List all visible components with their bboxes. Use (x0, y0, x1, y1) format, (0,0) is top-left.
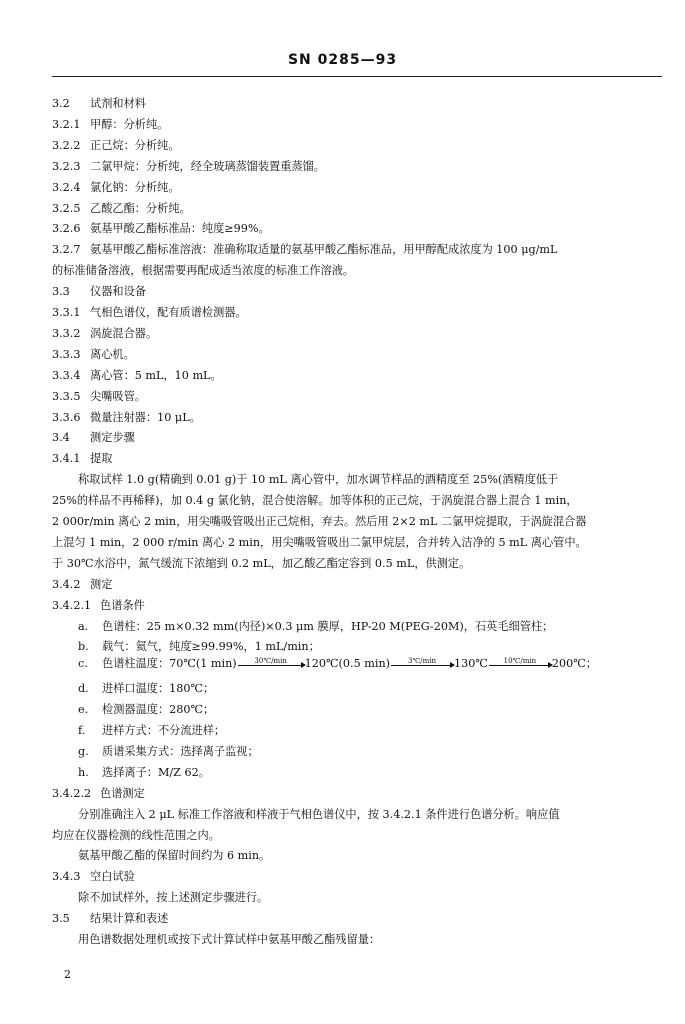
text-line (52, 96, 662, 111)
text-line (52, 138, 662, 153)
line-text: 空白试验 (90, 870, 135, 884)
section-number: 3.2 (52, 97, 70, 110)
text-line (52, 159, 662, 174)
page-header: SN 0285—93 (287, 52, 398, 68)
section-number: 3.2.7 (52, 243, 81, 257)
line-text: 离心机。 (90, 347, 135, 361)
line-text: 氨基甲酸乙酯的保留时间约为 6 min。 (78, 849, 271, 863)
section-number: 3.3 (52, 285, 70, 299)
line-text: 除不加试样外，按上述测定步骤进行。 (78, 891, 269, 905)
text-line (78, 807, 662, 822)
section-number: 3.2.3 (52, 159, 81, 173)
list-marker: g. (78, 744, 89, 758)
text-line (52, 221, 662, 236)
line-text: 分别准确注入 2 μL 标准工作溶液和样液于气相色谱仪中，按 3.4.2.1 条件进行色谱分析。响应值 (78, 807, 560, 821)
line-text: 检测器温度：280℃； (102, 703, 215, 717)
text-line (52, 263, 662, 278)
page-number: 2 (64, 968, 71, 981)
line-text: 乙酸乙酯：分析纯。 (90, 201, 191, 215)
list-marker: d. (78, 682, 89, 696)
program-end: 200℃； (551, 657, 597, 671)
line-text: 于 30℃水浴中，氮气缓流下浓缩到 0.2 mL，加乙酸乙酯定容到 0.5 mL，供测定。 (52, 556, 471, 570)
line-text: 甲醇：分析纯。 (90, 117, 169, 131)
text-line (52, 786, 662, 801)
text-line (52, 326, 662, 341)
text-line (78, 681, 685, 696)
line-text: 氯化钠：分析纯。 (90, 180, 180, 194)
section-number: 3.4.2.2 (52, 786, 92, 800)
text-line (52, 514, 662, 529)
section-number: 3.4 (52, 431, 70, 445)
text-line (78, 619, 685, 634)
text-line (52, 117, 662, 132)
line-text: 提取 (90, 452, 113, 466)
text-line (78, 744, 685, 759)
line-text: 结果计算和表述 (90, 912, 169, 926)
program-step: 120℃(0.5 min) (304, 657, 391, 671)
line-text: 色谱条件 (100, 598, 145, 612)
section-number: 3.2.5 (52, 201, 81, 215)
line-text: 用色谱数据处理机或按下式计算试样中氨基甲酸乙酯残留量： (78, 933, 381, 946)
line-text: 氨基甲酸乙酯标准品：纯度≥99%。 (90, 222, 270, 236)
text-line (52, 201, 662, 216)
list-marker: a. (78, 619, 89, 633)
header-rule (52, 76, 662, 77)
ramp-arrow (391, 657, 453, 671)
ramp-rate-label: 10℃/min (503, 657, 537, 666)
ramp-rate-label: 30℃/min (254, 657, 287, 666)
temperature-program (102, 656, 597, 671)
section-number: 3.3.2 (52, 326, 81, 340)
text-line (52, 869, 662, 884)
line-text: 的标准储备溶液，根据需要再配成适当浓度的标准工作溶液。 (52, 264, 355, 278)
program-start: 色谱柱温度：70℃(1 min) (102, 657, 237, 671)
line-text: 氨基甲酸乙酯标准溶液：准确称取适量的氨基甲酸乙酯标准品，用甲醇配成浓度为 100 μg/mL (90, 243, 558, 257)
section-number: 3.4.2 (52, 577, 81, 591)
text-line (78, 472, 662, 487)
ramp-arrow (489, 657, 551, 671)
line-text: 25%的样品不再稀释)，加 0.4 g 氯化钠，混合使溶解。加等体积的正己烷，于涡旋混合器上混合 1 min， (52, 494, 578, 508)
text-line (52, 242, 662, 257)
text-line (52, 493, 662, 508)
list-marker: c. (78, 657, 88, 671)
text-line (52, 598, 662, 613)
line-text: 质谱采集方式：选择离子监视； (102, 744, 259, 758)
line-text: 进样口温度：180℃； (102, 682, 215, 696)
text-line (52, 180, 662, 195)
text-line (52, 556, 662, 571)
section-number: 3.5 (52, 912, 70, 926)
line-text: 载气：氦气，纯度≥99.99%，1 mL/min； (102, 640, 320, 654)
section-number: 3.3.5 (52, 389, 81, 403)
section-number: 3.3.1 (52, 306, 81, 319)
line-text: 尖嘴吸管。 (90, 389, 146, 403)
line-text: 色谱柱：25 m×0.32 mm(内径)×0.3 μm 膜厚，HP-20 M(PEG-20M)，石英毛细管柱； (102, 619, 554, 633)
section-number: 3.2.1 (52, 117, 81, 131)
text-line (52, 911, 662, 926)
ramp-rate-label: 3℃/min (408, 657, 437, 666)
text-line (52, 284, 662, 299)
text-line (52, 410, 662, 425)
list-marker: f. (78, 724, 86, 737)
section-number: 3.4.1 (52, 452, 81, 466)
section-number: 3.2.2 (52, 138, 81, 152)
list-marker: b. (78, 640, 89, 654)
line-text: 色谱测定 (100, 786, 145, 800)
line-text: 气相色谱仪，配有质谱检测器。 (90, 306, 247, 319)
section-number: 3.3.4 (52, 368, 81, 382)
line-text: 涡旋混合器。 (90, 326, 158, 340)
line-text: 仪器和设备 (90, 285, 146, 299)
section-number: 3.3.6 (52, 410, 81, 424)
line-text: 离心管：5 mL，10 mL。 (90, 368, 222, 382)
list-marker: h. (78, 765, 89, 779)
section-number: 3.2.6 (52, 222, 81, 236)
text-line (78, 848, 662, 863)
line-text: 二氯甲烷：分析纯，经全玻璃蒸馏装置重蒸馏。 (90, 159, 325, 173)
text-line (52, 347, 662, 362)
text-line (78, 932, 662, 947)
text-line (52, 389, 662, 404)
text-line (78, 765, 685, 780)
text-line (78, 639, 685, 654)
section-number: 3.2.4 (52, 180, 81, 194)
text-line (52, 430, 662, 445)
program-step: 130℃ (454, 657, 488, 671)
line-text: 进样方式：不分流进样； (102, 724, 226, 737)
line-text: 微量注射器：10 μL。 (90, 410, 201, 424)
line-text: 正己烷：分析纯。 (90, 138, 180, 152)
section-number: 3.4.2.1 (52, 598, 92, 612)
text-line (52, 828, 662, 843)
text-line (78, 723, 685, 738)
line-text: 上混匀 1 min，2 000 r/min 离心 2 min，用尖嘴吸管吸出二氯甲烷层，合并转入洁净的 5 mL 离心管中。 (52, 535, 587, 549)
text-line (52, 451, 662, 466)
text-line (78, 702, 685, 717)
ramp-arrow (238, 657, 304, 671)
text-line (52, 535, 662, 550)
text-line (78, 656, 685, 671)
line-text: 测定 (90, 577, 113, 591)
text-line (52, 577, 662, 592)
line-text: 试剂和材料 (90, 97, 146, 110)
section-number: 3.4.3 (52, 870, 81, 884)
list-marker: e. (78, 703, 89, 717)
text-line (52, 305, 662, 320)
section-number: 3.3.3 (52, 347, 81, 361)
text-line (78, 890, 662, 905)
line-text: 选择离子：M/Z 62。 (102, 765, 210, 779)
text-line (52, 368, 662, 383)
line-text: 称取试样 1.0 g(精确到 0.01 g)于 10 mL 离心管中，加水调节样品的酒精度至 25%(酒精度低于 (78, 473, 559, 487)
line-text: 测定步骤 (90, 431, 135, 445)
line-text: 均应在仪器检测的线性范围之内。 (52, 828, 220, 842)
line-text: 2 000r/min 离心 2 min，用尖嘴吸管吸出正己烷相，弃去。然后用 2×2 mL 二氯甲烷提取，于涡旋混合器 (52, 515, 587, 528)
